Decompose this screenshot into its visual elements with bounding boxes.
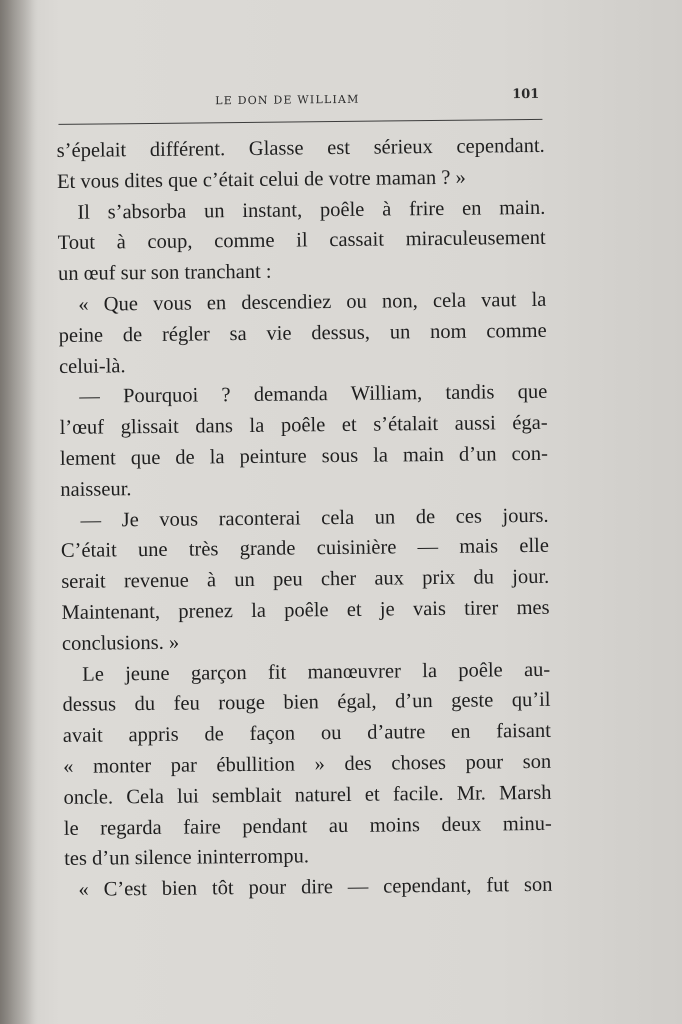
text-line: C’était une très grande cuisinière — mais elle (60, 535, 550, 563)
text-line: avait appris de façon ou d’autre en faisant (62, 719, 551, 748)
text-line: naisseur. (60, 477, 132, 501)
text-line: celui-là. (58, 354, 126, 378)
text-line: Maintenant, prenez la poêle et je vais tirer mes (61, 596, 550, 624)
body-text (57, 131, 553, 906)
text-line: l’œuf glissait dans la poêle et s’étalait aussi éga- (59, 412, 548, 440)
text-line: — Je vous raconterai cela un de ces jours. (80, 504, 549, 532)
text-line: Tout à coup, comme il cassait miraculeusement (57, 227, 546, 255)
text-line: Il s’absorba un instant, poêle à frire en main. (77, 196, 546, 224)
text-line: conclusions. » (61, 631, 180, 655)
text-line: dessus du feu rouge bien égal, d’un geste qu’il (62, 689, 551, 717)
text-line: « monter par ébullition » des choses pour son (63, 750, 552, 778)
text-line: « C’est bien tôt pour dire — cependant, fut son (78, 873, 553, 901)
text-line: tes d’un silence ininterrompu. (64, 845, 310, 871)
text-line: — Pourquoi ? demanda William, tandis que (79, 381, 548, 409)
running-head (52, 87, 542, 122)
text-line: lement que de la peinture sous la main d’un con- (59, 442, 549, 470)
text-line: Et vous dites que c’était celui de votre maman ? » (56, 166, 466, 193)
text-line: peine de régler sa vie dessus, un nom comme (58, 319, 547, 347)
text-line: le regarda faire pendant au moins deux minu- (63, 812, 552, 840)
book-gutter-shadow (0, 0, 38, 1024)
text-line: un œuf sur son tranchant : (57, 260, 272, 286)
text-line: oncle. Cela lui semblait naturel et facile. Mr. Marsh (63, 781, 552, 809)
text-line: Le jeune garçon fit manœuvrer la poêle au- (82, 658, 551, 686)
page-number: 101 (512, 86, 540, 103)
text-line: s’épelait différent. Glasse est sérieux cependant. (56, 134, 545, 162)
printed-page (52, 75, 561, 920)
running-head-title: LE DON DE WILLIAM (215, 92, 360, 108)
text-line: serait revenue à un peu cher aux prix du jour. (61, 565, 550, 594)
text-line: « Que vous en descendiez ou non, cela vaut la (78, 288, 547, 316)
